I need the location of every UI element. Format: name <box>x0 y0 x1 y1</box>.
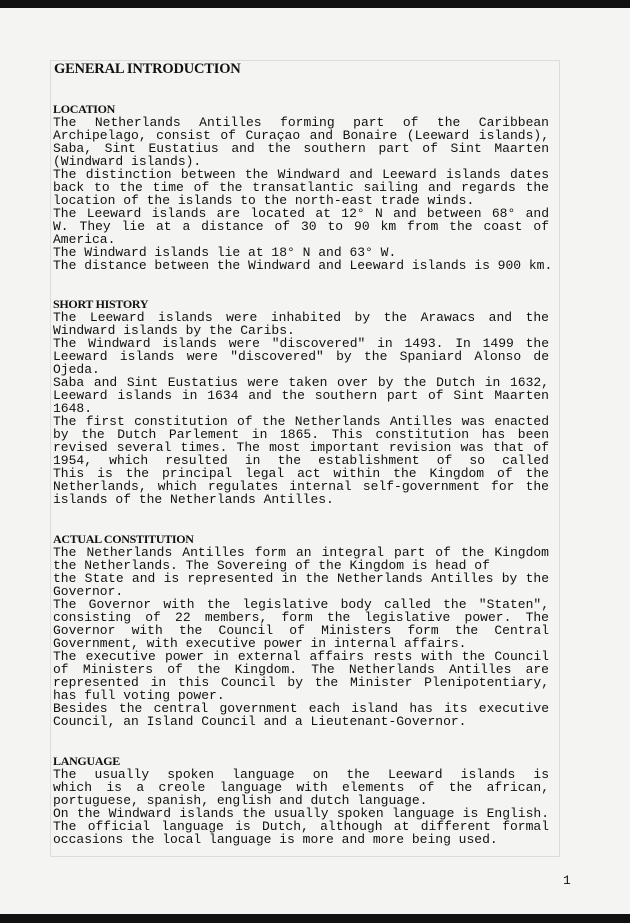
text-line: Archipelago, consist of Curaçao and Bonaire (Leeward islands), <box>53 129 549 142</box>
text-line: the State and is represented in the Netherlands Antilles by the <box>53 572 549 585</box>
text-line: 1648. <box>53 401 93 416</box>
text-line: islands of the Netherlands Antilles. <box>53 492 334 507</box>
text-line: Ojeda. <box>53 362 100 377</box>
page-number: 1 <box>563 873 571 888</box>
text-line: W. They lie at a distance of 30 to 90 km from the coast of <box>53 220 549 233</box>
text-line: back to the time of the transatlantic sailing and regards the <box>53 181 549 194</box>
text-line: 1954, which resulted in the establishment of so called <box>53 454 549 467</box>
text-line: The Leeward islands were inhabited by the Arawacs and the <box>53 311 549 324</box>
scan-border-bottom <box>0 914 630 923</box>
text-line: The official language is Dutch, although at different formal <box>53 820 549 833</box>
text-line: The distance between the Windward and Leeward islands is 900 km. <box>53 258 553 273</box>
text-line: which is a creole language with elements of the african, <box>53 781 549 794</box>
text-line: of Ministers of the Kingdom. The Netherlands Antilles are <box>53 663 549 676</box>
text-line: The Netherlands Antilles form an integral part of the Kingdom <box>53 546 549 559</box>
text-line: represented in this Council by the Minister Plenipotentiary, <box>53 676 549 689</box>
text-line: On the Windward islands the usually spoken language is English. <box>53 807 549 820</box>
text-line: The usually spoken language on the Leeward islands is <box>53 768 549 781</box>
section-heading: LOCATION <box>53 102 116 116</box>
text-line: Government, with executive power in internal affairs. <box>53 636 467 651</box>
text-line: location of the islands to the north-east trade winds. <box>53 193 475 208</box>
text-line: Besides the central government each island has its executive <box>53 702 549 715</box>
text-line: Council, an Island Council and a Lieutenant-Governor. <box>53 714 467 729</box>
text-line: revised several times. The most important revision was that of <box>53 441 549 454</box>
text-line: occasions the local language is more and more being used. <box>53 832 498 847</box>
text-line: Windward islands by the Caribs. <box>53 323 295 338</box>
section-heading: SHORT HISTORY <box>53 297 149 311</box>
text-line: The Leeward islands are located at 12° N and between 68° and <box>53 207 549 220</box>
text-line: the Netherlands. The Sovereing of the Kingdom is head of <box>53 558 490 573</box>
text-line: The Governor with the legislative body called the "Staten", <box>53 598 549 611</box>
section-language <box>53 755 549 846</box>
text-line: Saba and Sint Eustatius were taken over by the Dutch in 1632, <box>53 376 549 389</box>
text-line: Leeward islands in 1634 and the southern part of Sint Maarten <box>53 389 549 402</box>
section-actual-constitution <box>53 533 549 728</box>
text-line: America. <box>53 232 116 247</box>
text-line: The Netherlands Antilles forming part of the Caribbean <box>53 116 549 129</box>
text-line: portuguese, spanish, english and dutch language. <box>53 793 428 808</box>
text-line: Leeward islands were "discovered" by the Spaniard Alonso de <box>53 350 549 363</box>
section-heading: LANGUAGE <box>53 754 120 768</box>
text-line: consisting of 22 members, form the legislative power. The <box>53 611 549 624</box>
text-line: Netherlands, which regulates internal self-government for the <box>53 480 549 493</box>
page-title: GENERAL INTRODUCTION <box>54 61 241 77</box>
text-line: (Windward islands). <box>53 154 202 169</box>
scan-border-top <box>0 0 630 8</box>
section-short-history <box>53 298 549 506</box>
text-line: by the Dutch Parlement in 1865. This constitution has been <box>53 428 549 441</box>
text-line: The first constitution of the Netherlands Antilles was enacted <box>53 415 549 428</box>
text-line: Governor with the Council of Ministers form the Central <box>53 624 549 637</box>
text-line: Saba, Sint Eustatius and the southern part of Sint Maarten <box>53 142 549 155</box>
text-line: The distinction between the Windward and Leeward islands dates <box>53 168 549 181</box>
text-line: The executive power in external affairs rests with the Council <box>53 650 549 663</box>
section-heading: ACTUAL CONSTITUTION <box>53 532 194 546</box>
text-line: The Windward islands lie at 18° N and 63° W. <box>53 245 397 260</box>
text-line: This is the principal legal act within the Kingdom of the <box>53 467 549 480</box>
text-line: The Windward islands were "discovered" in 1493. In 1499 the <box>53 337 549 350</box>
section-location <box>53 102 553 273</box>
text-line: has full voting power. <box>53 688 225 703</box>
text-line: Governor. <box>53 584 124 599</box>
